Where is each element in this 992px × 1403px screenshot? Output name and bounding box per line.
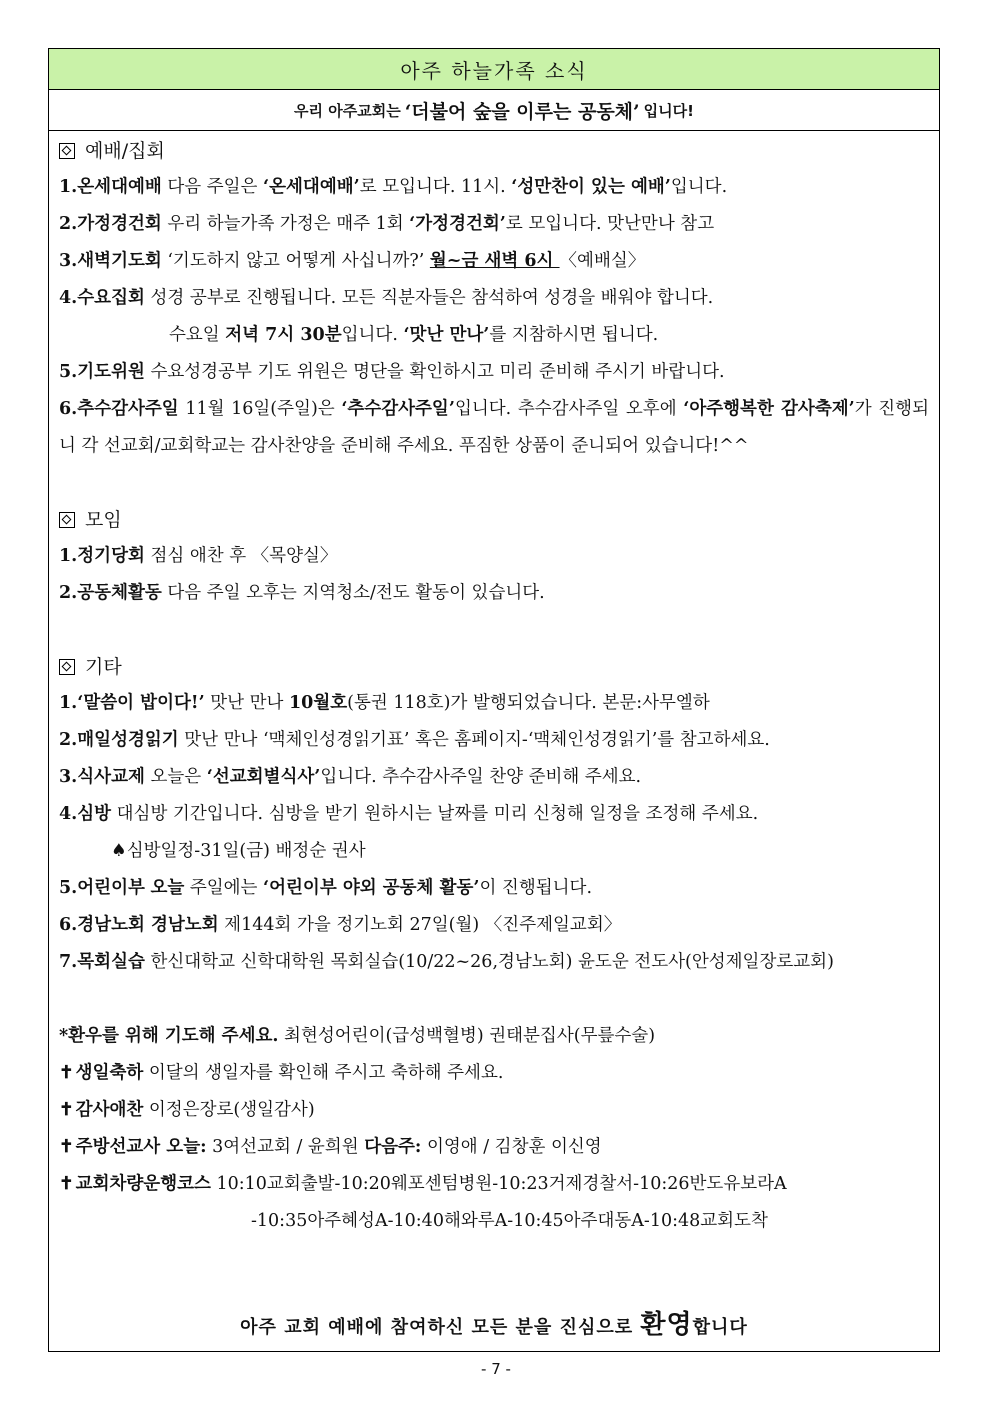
worship-item-4: 4.수요집회 성경 공부로 진행됩니다. 모든 직분자들은 참석하여 성경을 배워야 합니다. (59, 288, 714, 308)
worship-item-1: 1.온세대예배 다음 주일은 ‘온세대예배’로 모입니다. 11시. ‘성만찬이 있는 예배’입니다. (59, 177, 728, 197)
diamond-box-icon (59, 659, 75, 675)
note-shuttle-cont: -10:35아주혜성A-10:40해와루A-10:45아주대동A-10:48교회도착 (251, 1211, 768, 1231)
page-number: - 7 - (481, 1360, 511, 1378)
meeting-item-1: 1.정기당회 점심 애찬 후 〈목양실〉 (59, 546, 338, 566)
note-shuttle: ✝ 교회차량운행코스 10:10교회출발-10:20웨포센텀병원-10:23거제경찰서-10:26반도유보라A (59, 1174, 787, 1194)
section-heading-meeting: 모임 (59, 502, 929, 538)
cross-icon: ✝ (59, 1063, 74, 1083)
cross-icon: ✝ (59, 1137, 74, 1157)
diamond-box-icon (59, 512, 75, 528)
bulletin-title: 아주 하늘가족 소식 (49, 49, 939, 90)
meeting-item-2: 2.공동체활동 다음 주일 오후는 지역청소/전도 활동이 있습니다. (59, 583, 545, 603)
etc-item-4: 4.심방 대심방 기간입니다. 심방을 받기 원하시는 날짜를 미리 신청해 일정을 조정해 주세요. (59, 804, 759, 824)
note-kitchen: ✝ 주방선교사 오늘: 3여선교회 / 윤희원 다음주: 이영애 / 김창훈 이신영 (59, 1137, 602, 1157)
worship-item-3: 3.새벽기도회 ‘기도하지 않고 어떻게 사십니까?’ 월~금 새벽 6시 〈예배실〉 (59, 251, 646, 271)
church-motto (49, 90, 939, 131)
worship-item-5: 5.기도위원 수요성경공부 기도 위원은 명단을 확인하시고 미리 준비해 주시기 바랍니다. (59, 362, 725, 382)
motto-post: 입니다! (643, 101, 694, 120)
cross-icon: ✝ (59, 1174, 74, 1194)
section-heading-worship: 예배/집회 (59, 133, 929, 169)
cross-icon: ✝ (59, 1100, 74, 1120)
diamond-box-icon (59, 143, 75, 159)
etc-item-4-schedule: ♠심방일정-31일(금) 배정순 권사 (111, 841, 366, 861)
etc-item-3: 3.식사교제 오늘은 ‘선교회별식사’입니다. 추수감사주일 찬양 준비해 주세요. (59, 767, 642, 787)
bulletin-frame (48, 48, 940, 1352)
note-prayer: *환우를 위해 기도해 주세요. 최현성어린이(급성백혈병) 권태분집사(무릎수술) (59, 1026, 656, 1046)
section-heading-etc: 기타 (59, 649, 929, 685)
etc-item-2: 2.매일성경읽기 맛난 만나 ‘맥체인성경읽기표’ 혹은 홈페이지-‘맥체인성경읽기’를 참고하세요. (59, 730, 770, 750)
welcome-message: 아주 교회 예배에 참여하신 모든 분을 진심으로 환영합니다 (240, 1310, 748, 1340)
etc-item-1: 1.‘말씀이 밥이다!’ 맛난 만나 10월호(통권 118호)가 발행되었습니다. 본문:사무엘하 (59, 693, 710, 713)
bulletin-body (49, 131, 939, 1240)
etc-item-7: 7.목회실습 한신대학교 신학대학원 목회실습(10/22~26,경남노회) 윤도운 전도사(안성제일장로교회) (59, 952, 834, 972)
motto-quote: ‘더불어 숲을 이루는 공동체’ (404, 100, 640, 123)
worship-item-6: 6.추수감사주일 11월 16일(주일)은 ‘추수감사주일’입니다. 추수감사주일 오후에 ‘아주행복한 감사축제’가 진행되니 각 선교회/교회학교는 감사찬양을 준비해 주세요. 푸짐한 상품이 준니되어 있습니다!^^ (59, 399, 929, 456)
etc-item-5: 5.어린이부 오늘 주일에는 ‘어린이부 야외 공동체 활동’이 진행됩니다. (59, 878, 593, 898)
note-birthday: ✝ 생일축하 이달의 생일자를 확인해 주시고 축하해 주세요. (59, 1063, 504, 1083)
motto-pre: 우리 아주교회는 (294, 101, 401, 120)
note-thanks-meal: ✝ 감사애찬 이정은장로(생일감사) (59, 1100, 315, 1120)
worship-item-2: 2.가정경건회 우리 하늘가족 가정은 매주 1회 ‘가정경건회’로 모입니다. 맛난만나 참고 (59, 214, 715, 234)
etc-item-6: 6.경남노회 경남노회 제144회 가을 정기노회 27일(월) 〈진주제일교회〉 (59, 915, 622, 935)
worship-item-4-detail: 수요일 저녁 7시 30분입니다. ‘맛난 만나’를 지참하시면 됩니다. (169, 325, 659, 345)
